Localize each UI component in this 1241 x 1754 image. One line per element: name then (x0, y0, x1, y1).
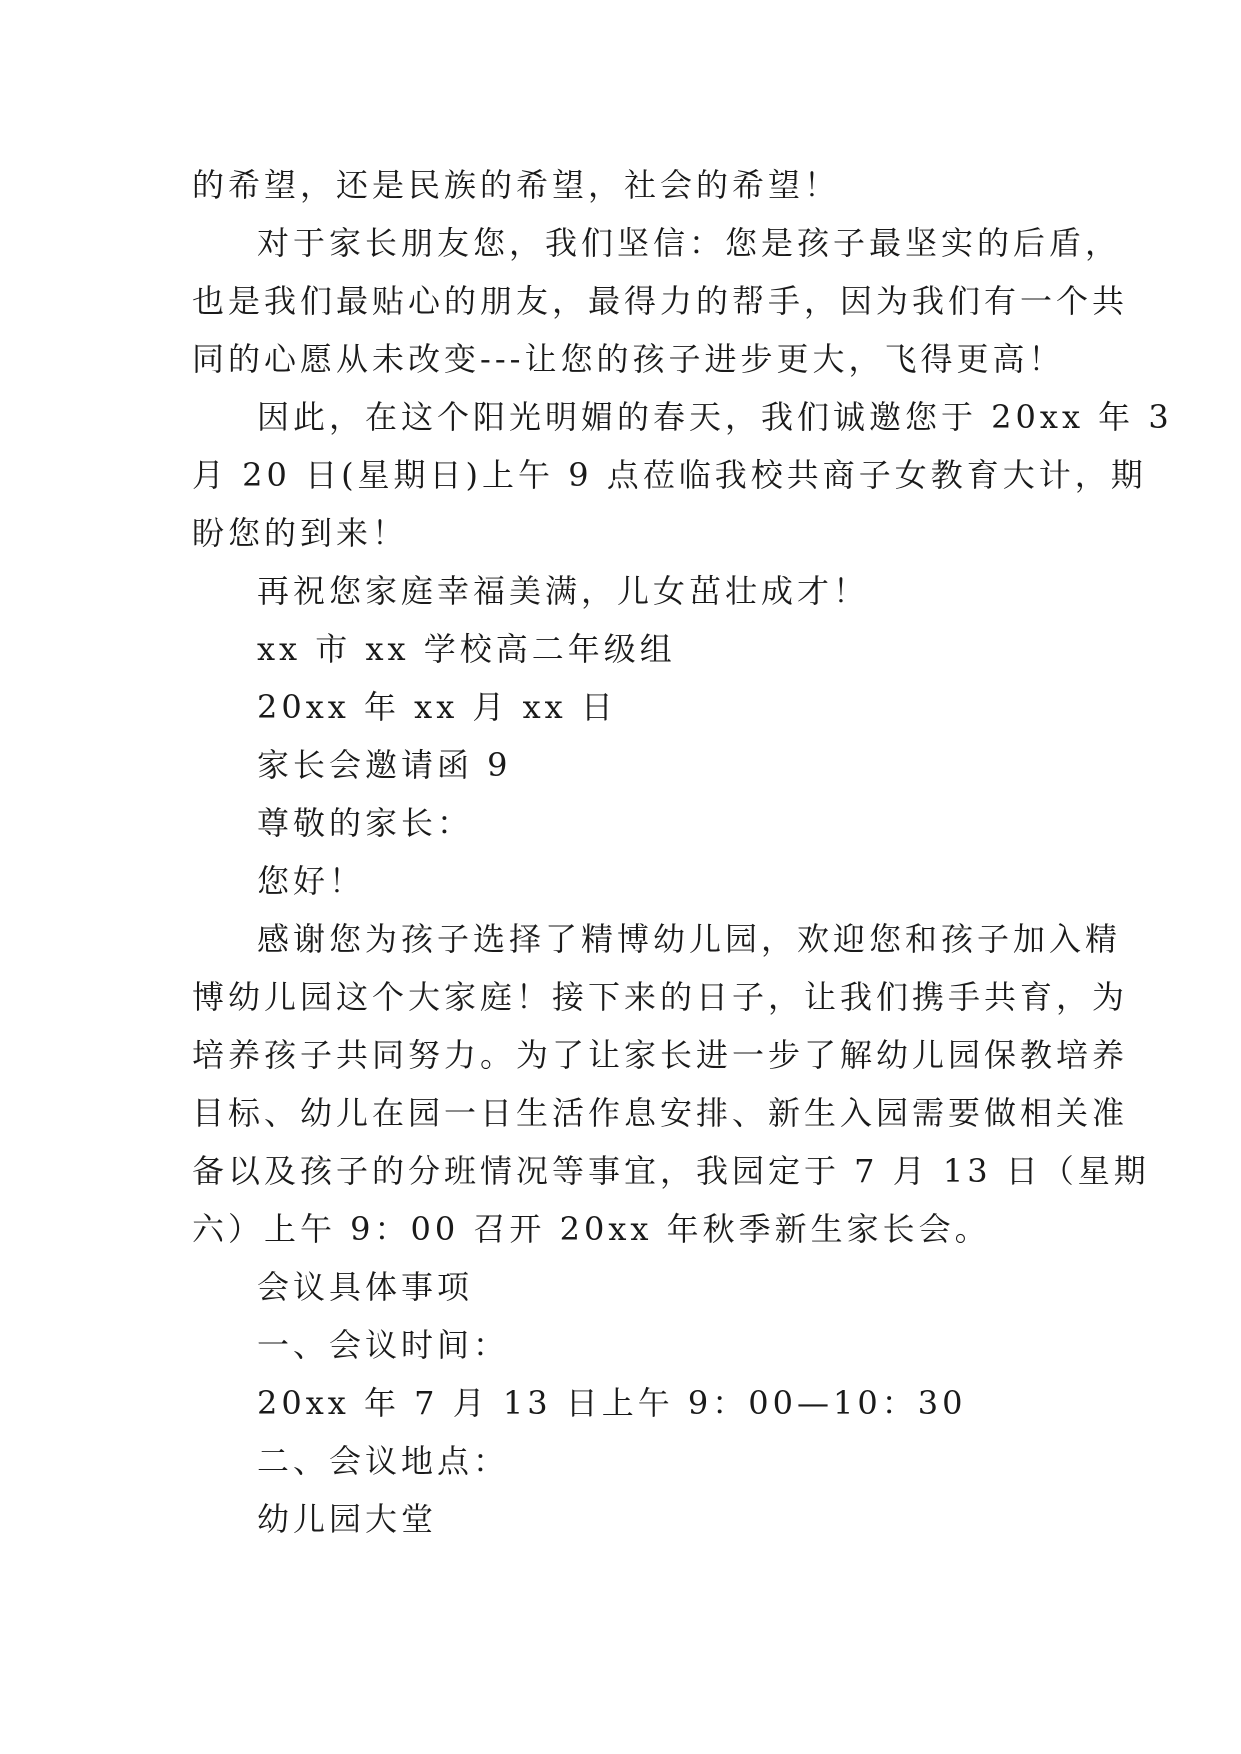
text-line: 培养孩子共同努力。为了让家长进一步了解幼儿园保教培养 (192, 1036, 1129, 1074)
paragraph-line: 对于家长朋友您，我们坚信：您是孩子最坚实的后盾， (257, 224, 1122, 262)
section-heading: 家长会邀请函 9 (257, 746, 512, 784)
paragraph-line: 感谢您为孩子选择了精博幼儿园，欢迎您和孩子加入精 (257, 920, 1122, 958)
signature-organization: xx 市 xx 学校高二年级组 (257, 630, 676, 668)
greeting: 您好！ (257, 862, 366, 900)
text-line: 也是我们最贴心的朋友，最得力的帮手，因为我们有一个共 (192, 282, 1129, 320)
text-line: 博幼儿园这个大家庭！接下来的日子，让我们携手共育，为 (192, 978, 1129, 1016)
text-line: 月 20 日(星期日)上午 9 点莅临我校共商子女教育大计，期 (192, 456, 1147, 494)
text-line: 备以及孩子的分班情况等事宜，我园定于 7 月 13 日（星期 (192, 1152, 1150, 1190)
salutation: 尊敬的家长： (257, 804, 474, 842)
closing-wish: 再祝您家庭幸福美满，儿女茁壮成才！ (257, 572, 870, 610)
text-line: 同的心愿从未改变---让您的孩子进步更大，飞得更高！ (192, 340, 1065, 378)
paragraph-line: 因此，在这个阳光明媚的春天，我们诚邀您于 20xx 年 3 (257, 398, 1173, 436)
signature-date: 20xx 年 xx 月 xx 日 (257, 688, 617, 726)
meeting-time-label: 一、会议时间： (257, 1326, 510, 1364)
text-line: 六）上午 9：00 召开 20xx 年秋季新生家长会。 (192, 1210, 991, 1248)
text-line: 目标、幼儿在园一日生活作息安排、新生入园需要做相关准 (192, 1094, 1129, 1132)
text-line: 盼您的到来！ (192, 514, 409, 552)
meeting-location-label: 二、会议地点： (257, 1442, 510, 1480)
text-line: 的希望，还是民族的希望，社会的希望！ (192, 166, 841, 204)
meeting-time-value: 20xx 年 7 月 13 日上午 9：00—10：30 (257, 1384, 967, 1422)
meeting-details-heading: 会议具体事项 (257, 1268, 474, 1306)
meeting-location-value: 幼儿园大堂 (257, 1500, 438, 1538)
